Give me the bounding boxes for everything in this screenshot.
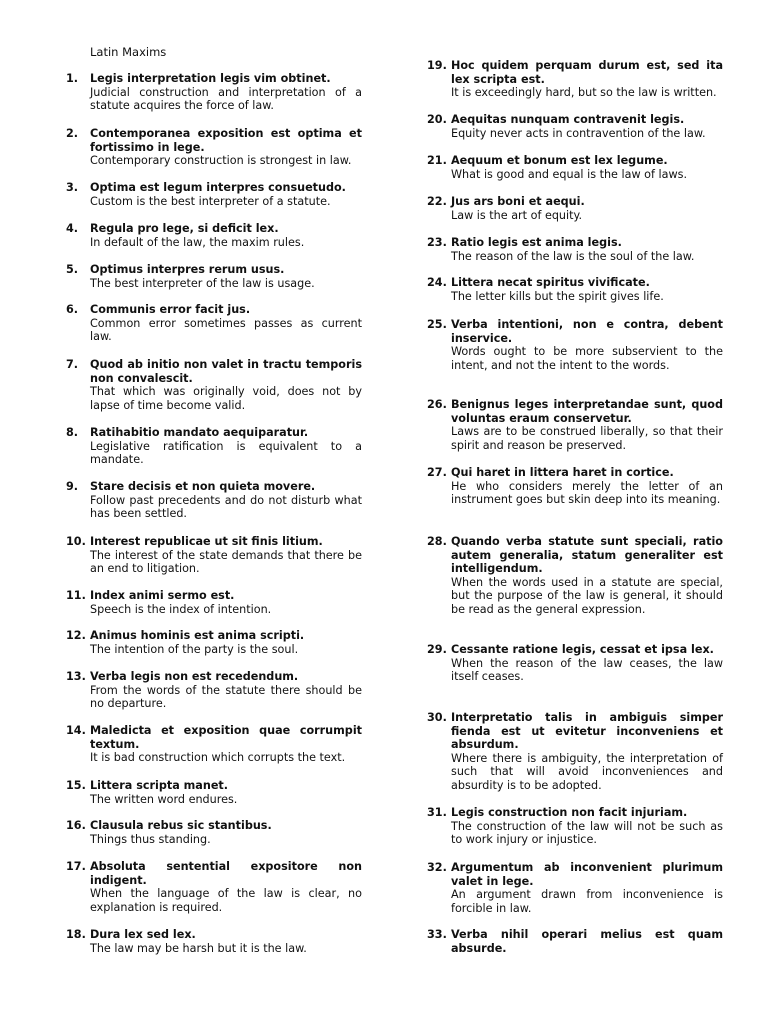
maxim-translation: Laws are to be construed liberally, so that their spirit and reason be preserved. — [451, 425, 723, 452]
maxim-number: 9. — [66, 480, 79, 493]
maxim-latin: Qui haret in littera haret in cortice. — [451, 466, 674, 479]
maxim-translation: That which was originally void, does not by lapse of time become valid. — [90, 385, 362, 412]
maxim-latin: Verba legis non est recedendum. — [90, 670, 299, 683]
maxim-number: 30. — [427, 711, 447, 724]
maxim-item — [66, 629, 362, 656]
maxim-translation: Legislative ratification is equivalent to a mandate. — [90, 439, 362, 467]
maxim-latin: Aequitas nunquam contravenit legis. — [451, 113, 685, 126]
maxim-translation: The construction of the law will not be such as to work injury or injustice. — [451, 819, 723, 847]
maxim-latin: Communis error facit jus. — [90, 303, 251, 316]
maxim-item — [427, 535, 723, 617]
maxim-item — [427, 928, 723, 955]
maxim-item — [427, 236, 723, 263]
maxim-latin: Regula pro lege, si deficit lex. — [90, 222, 279, 235]
maxim-number: 8. — [66, 426, 79, 439]
page-title: Latin Maxims — [90, 45, 167, 59]
maxim-translation: Custom is the best interpreter of a statute. — [90, 194, 331, 208]
maxim-translation: Law is the art of equity. — [451, 208, 583, 222]
maxim-latin: Benignus leges interpretandae sunt, quod voluntas eraum conservetur. — [451, 398, 723, 425]
maxim-item — [66, 426, 362, 467]
maxim-number: 2. — [66, 127, 79, 140]
maxim-number: 3. — [66, 181, 79, 194]
maxim-latin: Optimus interpres rerum usus. — [90, 263, 285, 276]
maxim-number: 29. — [427, 643, 447, 656]
maxim-latin: Ratihabitio mandato aequiparatur. — [90, 426, 309, 439]
maxim-item — [66, 724, 362, 765]
maxim-number: 23. — [427, 236, 447, 249]
maxim-item — [427, 398, 723, 452]
maxim-latin: Hoc quidem perquam durum est, sed ita lex scripta est. — [451, 59, 723, 86]
maxim-item — [427, 59, 723, 100]
maxim-item — [66, 127, 362, 168]
maxim-translation: He who considers merely the letter of an instrument goes but skin deep into its meaning. — [451, 479, 723, 507]
maxim-latin: Littera scripta manet. — [90, 779, 229, 792]
maxim-item — [427, 113, 723, 140]
maxim-number: 14. — [66, 724, 86, 737]
maxim-number: 7. — [66, 358, 79, 371]
maxim-item — [66, 928, 362, 955]
maxim-item — [66, 263, 362, 290]
maxim-number: 28. — [427, 535, 447, 548]
maxim-latin: Cessante ratione legis, cessat et ipsa lex. — [451, 643, 714, 656]
maxim-translation: The reason of the law is the soul of the law. — [451, 249, 695, 263]
maxim-latin: Legis interpretation legis vim obtinet. — [90, 72, 331, 85]
maxim-number: 18. — [66, 928, 86, 941]
maxim-number: 25. — [427, 318, 447, 331]
maxim-latin: Argumentum ab inconvenient plurimum valet in lege. — [451, 861, 723, 888]
maxim-item — [427, 643, 723, 684]
maxim-number: 17. — [66, 860, 86, 873]
maxim-number: 15. — [66, 779, 86, 792]
maxim-item — [427, 466, 723, 507]
maxim-item — [66, 480, 362, 521]
maxim-translation: When the language of the law is clear, no explanation is required. — [90, 887, 362, 914]
maxim-latin: Dura lex sed lex. — [90, 928, 196, 941]
maxim-number: 24. — [427, 276, 447, 289]
maxim-translation: It is exceedingly hard, but so the law is written. — [451, 86, 717, 100]
maxim-item — [427, 154, 723, 181]
maxim-latin: Verba nihil operari melius est quam absurde. — [451, 928, 723, 955]
maxim-item — [66, 303, 362, 344]
maxim-number: 5. — [66, 263, 79, 276]
maxim-latin: Verba intentioni, non e contra, debent inservice. — [451, 318, 723, 345]
maxim-number: 16. — [66, 819, 86, 832]
maxim-translation: The interest of the state demands that there be an end to litigation. — [90, 548, 362, 576]
maxim-latin: Ratio legis est anima legis. — [451, 236, 622, 249]
maxim-translation: Things thus standing. — [90, 832, 211, 846]
maxim-translation: In default of the law, the maxim rules. — [90, 235, 305, 249]
maxim-translation: An argument drawn from inconvenience is forcible in law. — [451, 888, 723, 915]
maxim-number: 10. — [66, 535, 86, 548]
maxim-translation: Judicial construction and interpretation of a statute acquires the force of law. — [90, 85, 362, 113]
maxim-number: 32. — [427, 861, 447, 874]
maxim-item — [427, 861, 723, 915]
maxim-latin: Legis construction non facit injuriam. — [451, 806, 688, 819]
maxim-latin: Optima est legum interpres consuetudo. — [90, 181, 346, 194]
maxim-number: 33. — [427, 928, 447, 941]
maxim-latin: Interpretatio talis in ambiguis simper fienda est ut evitetur inconveniens et absurdum. — [451, 711, 723, 752]
maxim-number: 6. — [66, 303, 79, 316]
maxim-translation: Speech is the index of intention. — [90, 602, 272, 616]
maxim-item — [66, 181, 362, 208]
maxim-translation: The law may be harsh but it is the law. — [90, 941, 307, 955]
maxim-item — [66, 222, 362, 249]
maxim-translation: The written word endures. — [90, 792, 238, 806]
maxim-latin: Clausula rebus sic stantibus. — [90, 819, 272, 832]
maxim-latin: Jus ars boni et aequi. — [451, 195, 585, 208]
maxim-translation: What is good and equal is the law of laws. — [451, 167, 688, 181]
maxim-number: 21. — [427, 154, 447, 167]
maxim-latin: Aequum et bonum est lex legume. — [451, 154, 668, 167]
maxim-latin: Animus hominis est anima scripti. — [90, 629, 305, 642]
maxim-latin: Index animi sermo est. — [90, 589, 235, 602]
maxim-latin: Maledicta et exposition quae corrumpit textum. — [90, 724, 362, 751]
maxim-number: 4. — [66, 222, 79, 235]
maxim-item — [427, 711, 723, 793]
maxim-item — [66, 860, 362, 914]
maxim-translation: Words ought to be more subservient to the intent, and not the intent to the words. — [451, 345, 723, 372]
maxim-translation: Common error sometimes passes as current law. — [90, 316, 362, 344]
maxim-latin: Absoluta sentential expositore non indigent. — [90, 860, 362, 887]
maxim-item — [66, 819, 362, 846]
maxim-number: 13. — [66, 670, 86, 683]
maxim-latin: Quod ab initio non valet in tractu temporis non convalescit. — [90, 358, 362, 385]
maxim-item — [427, 276, 723, 303]
maxim-item — [66, 779, 362, 806]
maxim-item — [66, 670, 362, 711]
maxim-latin: Interest republicae ut sit finis litium. — [90, 535, 323, 548]
maxim-item — [66, 72, 362, 113]
maxim-number: 27. — [427, 466, 447, 479]
maxim-item — [427, 806, 723, 847]
maxim-translation: The intention of the party is the soul. — [90, 642, 299, 656]
maxim-latin: Stare decisis et non quieta movere. — [90, 480, 316, 493]
maxim-latin: Quando verba statute sunt speciali, ratio autem generalia, statum generaliter est intelligendum. — [451, 535, 723, 576]
maxim-translation: It is bad construction which corrupts the text. — [90, 751, 346, 765]
maxim-number: 22. — [427, 195, 447, 208]
maxim-translation: The best interpreter of the law is usage. — [90, 276, 315, 290]
maxim-translation: When the reason of the law ceases, the law itself ceases. — [451, 656, 723, 684]
maxim-translation: Contemporary construction is strongest in law. — [90, 154, 352, 168]
maxim-number: 11. — [66, 589, 86, 602]
maxim-number: 26. — [427, 398, 447, 411]
maxim-item — [66, 535, 362, 576]
maxim-number: 1. — [66, 72, 79, 85]
maxim-translation: From the words of the statute there should be no departure. — [90, 683, 362, 711]
maxim-latin: Contemporanea exposition est optima et fortissimo in lege. — [90, 127, 362, 154]
maxim-item — [427, 318, 723, 372]
maxim-number: 12. — [66, 629, 86, 642]
maxim-number: 19. — [427, 59, 447, 72]
maxim-translation: The letter kills but the spirit gives life. — [451, 289, 664, 303]
maxim-item — [427, 195, 723, 222]
maxim-number: 20. — [427, 113, 447, 126]
maxim-latin: Littera necat spiritus vivificate. — [451, 276, 650, 289]
maxim-translation: Where there is ambiguity, the interpretation of such that will avoid inconveniences and absurdity is to be adopted. — [451, 751, 723, 792]
maxim-number: 31. — [427, 806, 447, 819]
maxim-translation: Equity never acts in contravention of the law. — [451, 126, 706, 140]
maxim-item — [66, 589, 362, 616]
maxim-translation: Follow past precedents and do not disturb what has been settled. — [90, 493, 362, 521]
maxim-item — [66, 358, 362, 412]
maxim-translation: When the words used in a statute are special, but the purpose of the law is general, it should be read as the general expression. — [451, 575, 723, 616]
